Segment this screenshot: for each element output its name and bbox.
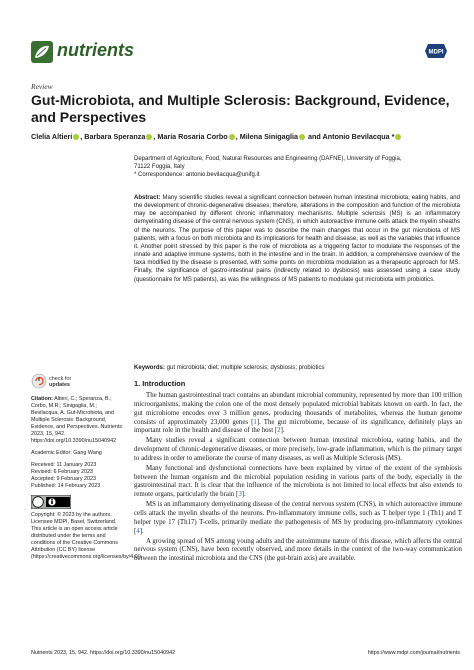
abstract	[134, 194, 460, 284]
dates-block	[31, 462, 126, 490]
check-for-updates-line2: updates	[49, 382, 71, 388]
keywords-label: Keywords:	[134, 365, 165, 371]
author-name[interactable]: Antonio Bevilacqua *	[322, 132, 395, 141]
mdpi-logo-text: MDPI	[428, 49, 444, 56]
keywords	[134, 365, 460, 371]
citation-link[interactable]: 2	[277, 427, 281, 435]
check-for-updates-button[interactable]	[31, 372, 91, 390]
orcid-icon[interactable]	[299, 134, 305, 140]
orcid-icon[interactable]	[146, 134, 152, 140]
paragraph	[134, 501, 462, 536]
paragraph: Many studies reveal a significant connection between human intestinal microbiota, eating habits, and the development of chronic-degenerative diseases, or more precisely, low-grade inflammation, which is the primary target to address in order to ameliorate the course of many diseases, as well as Multiple Sclerosis (MS).	[134, 437, 462, 462]
body-text	[134, 392, 462, 565]
received-date: Received: 11 January 2023	[31, 462, 97, 468]
footer-citation[interactable]: Nutrients 2023, 15, 942. https://doi.org/10.3390/nu15040942	[31, 650, 176, 656]
paragraph-text: MS is an inflammatory demyelinating disease of the central nervous system (CNS), in which autoreactive immune cells attack the myelin sheaths of the neurons. Pro-inflammatory immune cells, such as T helper type 1 (Th1) and T helper type 17 (Th17) T-cells, primarily mediate the pathogenesis of MS by producing pro-inflammatory cytokines [	[134, 501, 462, 535]
published-date: Published: 14 February 2023	[31, 483, 101, 489]
check-for-updates-line1: check for	[49, 376, 72, 382]
author-name[interactable]: Barbara Speranza	[84, 132, 146, 141]
article-title: Gut-Microbiota, and Multiple Sclerosis: Background, Evidence, and Perspectives	[31, 92, 450, 125]
article-info-sidebar	[31, 396, 143, 566]
paragraph-text: ].	[280, 427, 285, 435]
paragraph-text: ].	[241, 491, 246, 499]
journal-name[interactable]: nutrients	[57, 40, 135, 60]
orcid-icon[interactable]	[229, 134, 235, 140]
affiliation	[134, 156, 454, 179]
revised-date: Revised: 6 February 2023	[31, 469, 94, 475]
correspondence[interactable]: * Correspondence: antonio.bevilacqua@unifg.it	[134, 171, 260, 178]
copyright-text: Copyright: © 2023 by the authors. Licensee MDPI, Basel, Switzerland. This article is an open access article distributed under the terms and conditions of the Creative Commons Attribution (CC BY) license (https://creativecommons.org/licenses/by/4.0/).	[31, 512, 143, 560]
article-type: Review	[31, 82, 53, 91]
citation-label: Citation:	[31, 396, 53, 402]
author-name[interactable]: Clelia Altieri	[31, 132, 73, 141]
paragraph-text: Many functional and dysfunctional connections have been explained by virtue of the extent of the symbiosis between the human organism and the microbial population residing in various parts of the body, especially in the gastrointestinal tract. It is clear that the influence of the microbiota is not limited to local effects but also extends to remote organs, particularly the brain [	[134, 464, 462, 499]
author-name[interactable]: Maria Rosaria Corbo	[157, 132, 228, 141]
orcid-icon[interactable]	[73, 134, 79, 140]
citation-link[interactable]: 1	[253, 418, 257, 426]
citation-text[interactable]: Altieri, C.; Speranza, B.; Corbo, M.R.; Sinigaglia, M.; Bevilacqua, A. Gut-Microbiota, and Multiple Sclerosis: Background, Evidence, and Perspectives. Nutrients 2023, 15, 942. https://doi.org/10.3390/nu15040942	[31, 396, 123, 444]
paragraph-text: ]. The gut microbiome, because of its significance, definitely plays an important role in the health and disease of the host [	[134, 418, 462, 435]
paragraph: A growing spread of MS among young adults and the autoimmune nature of this disease, which affects the central nervous system (CNS), have been recently observed, and more details in the context of the two-way communication between the intestinal microbiota and the CNS (the gut-brain axis) are available.	[134, 537, 462, 563]
paragraph-text: ].	[139, 527, 144, 535]
author-name[interactable]: Milena Sinigaglia	[239, 132, 299, 141]
paragraph	[134, 465, 462, 500]
abstract-text: Many scientific studies reveal a significant connection between human intestinal microbiota, eating habits, and the development of chronic-degenerative diseases; therefore, alterations in the composition and function of the microbiota may be accompanied by different chronic inflammatory mechanisms. Multiple sclerosis (MS) is an inflammatory demyelinating disease of the central nervous system (CNS), in which autoreactive immune cells attack the myelin sheaths of the neurons. The purpose of this paper was to describe the main changes that occur in the gut microbiota of MS patients, with a focus on both microbiota and its implications for health and disease, as well as the variables that influence it. Another point stressed by this paper is the role of microbiota as a triggering factor to modulate the responses of the innate and adaptive immune systems, both in the intestine and in the brain. In addition, a comprehensive overview of the taxa modified by the disease is presented, with some points on microbiota modulation as a therapeutic approach for MS. Finally, the significance of gastro-intestinal pains (indirectly related to dysbiosis) was assessed using a case study (questionnaire for MS patients), as was the willingness of MS patients to modulate gut microbiota with probiotics.	[134, 195, 460, 283]
mdpi-logo-icon[interactable]	[424, 42, 448, 60]
accepted-date: Accepted: 9 February 2023	[31, 476, 97, 482]
citation-link[interactable]: 3	[238, 491, 242, 499]
section-heading: 1. Introduction	[134, 379, 186, 388]
author-list: Clelia Altieri , Barbara Speranza , Maria Rosaria Corbo , Milena Sinigaglia and Antonio Bevilacqua *	[31, 132, 461, 141]
paragraph-text: The human gastrointestinal tract contains an abundant microbial community, represented by more than 100 trillion microorganisms, making the colon one of the most densely populated microbial habitats known on earth. In fact, the gut microbiome encodes over 3 million genes, producing thousands of metabolites, whereas the human genome consists of approximately 23,000 genes [	[134, 392, 462, 426]
citation-block	[31, 396, 126, 445]
affiliation-line: 71122 Foggia, Italy	[134, 163, 185, 170]
cc-by-license-icon[interactable]	[31, 495, 71, 509]
journal-logo-icon	[31, 41, 53, 63]
academic-editor: Academic Editor: Gang Wang	[31, 450, 102, 456]
abstract-label: Abstract:	[134, 195, 161, 201]
citation-link[interactable]: 4	[136, 527, 140, 535]
affiliation-line: Department of Agriculture, Food, Natural Resources and Engineering (DAFNE), University of Foggia,	[134, 156, 402, 162]
orcid-icon[interactable]	[395, 134, 401, 140]
paragraph	[134, 392, 462, 436]
keywords-text: gut microbiota; diet; multiple sclerosis; dysbiosis; probiotics	[166, 365, 325, 371]
footer-journal-link[interactable]: https://www.mdpi.com/journal/nutrients	[367, 650, 460, 656]
